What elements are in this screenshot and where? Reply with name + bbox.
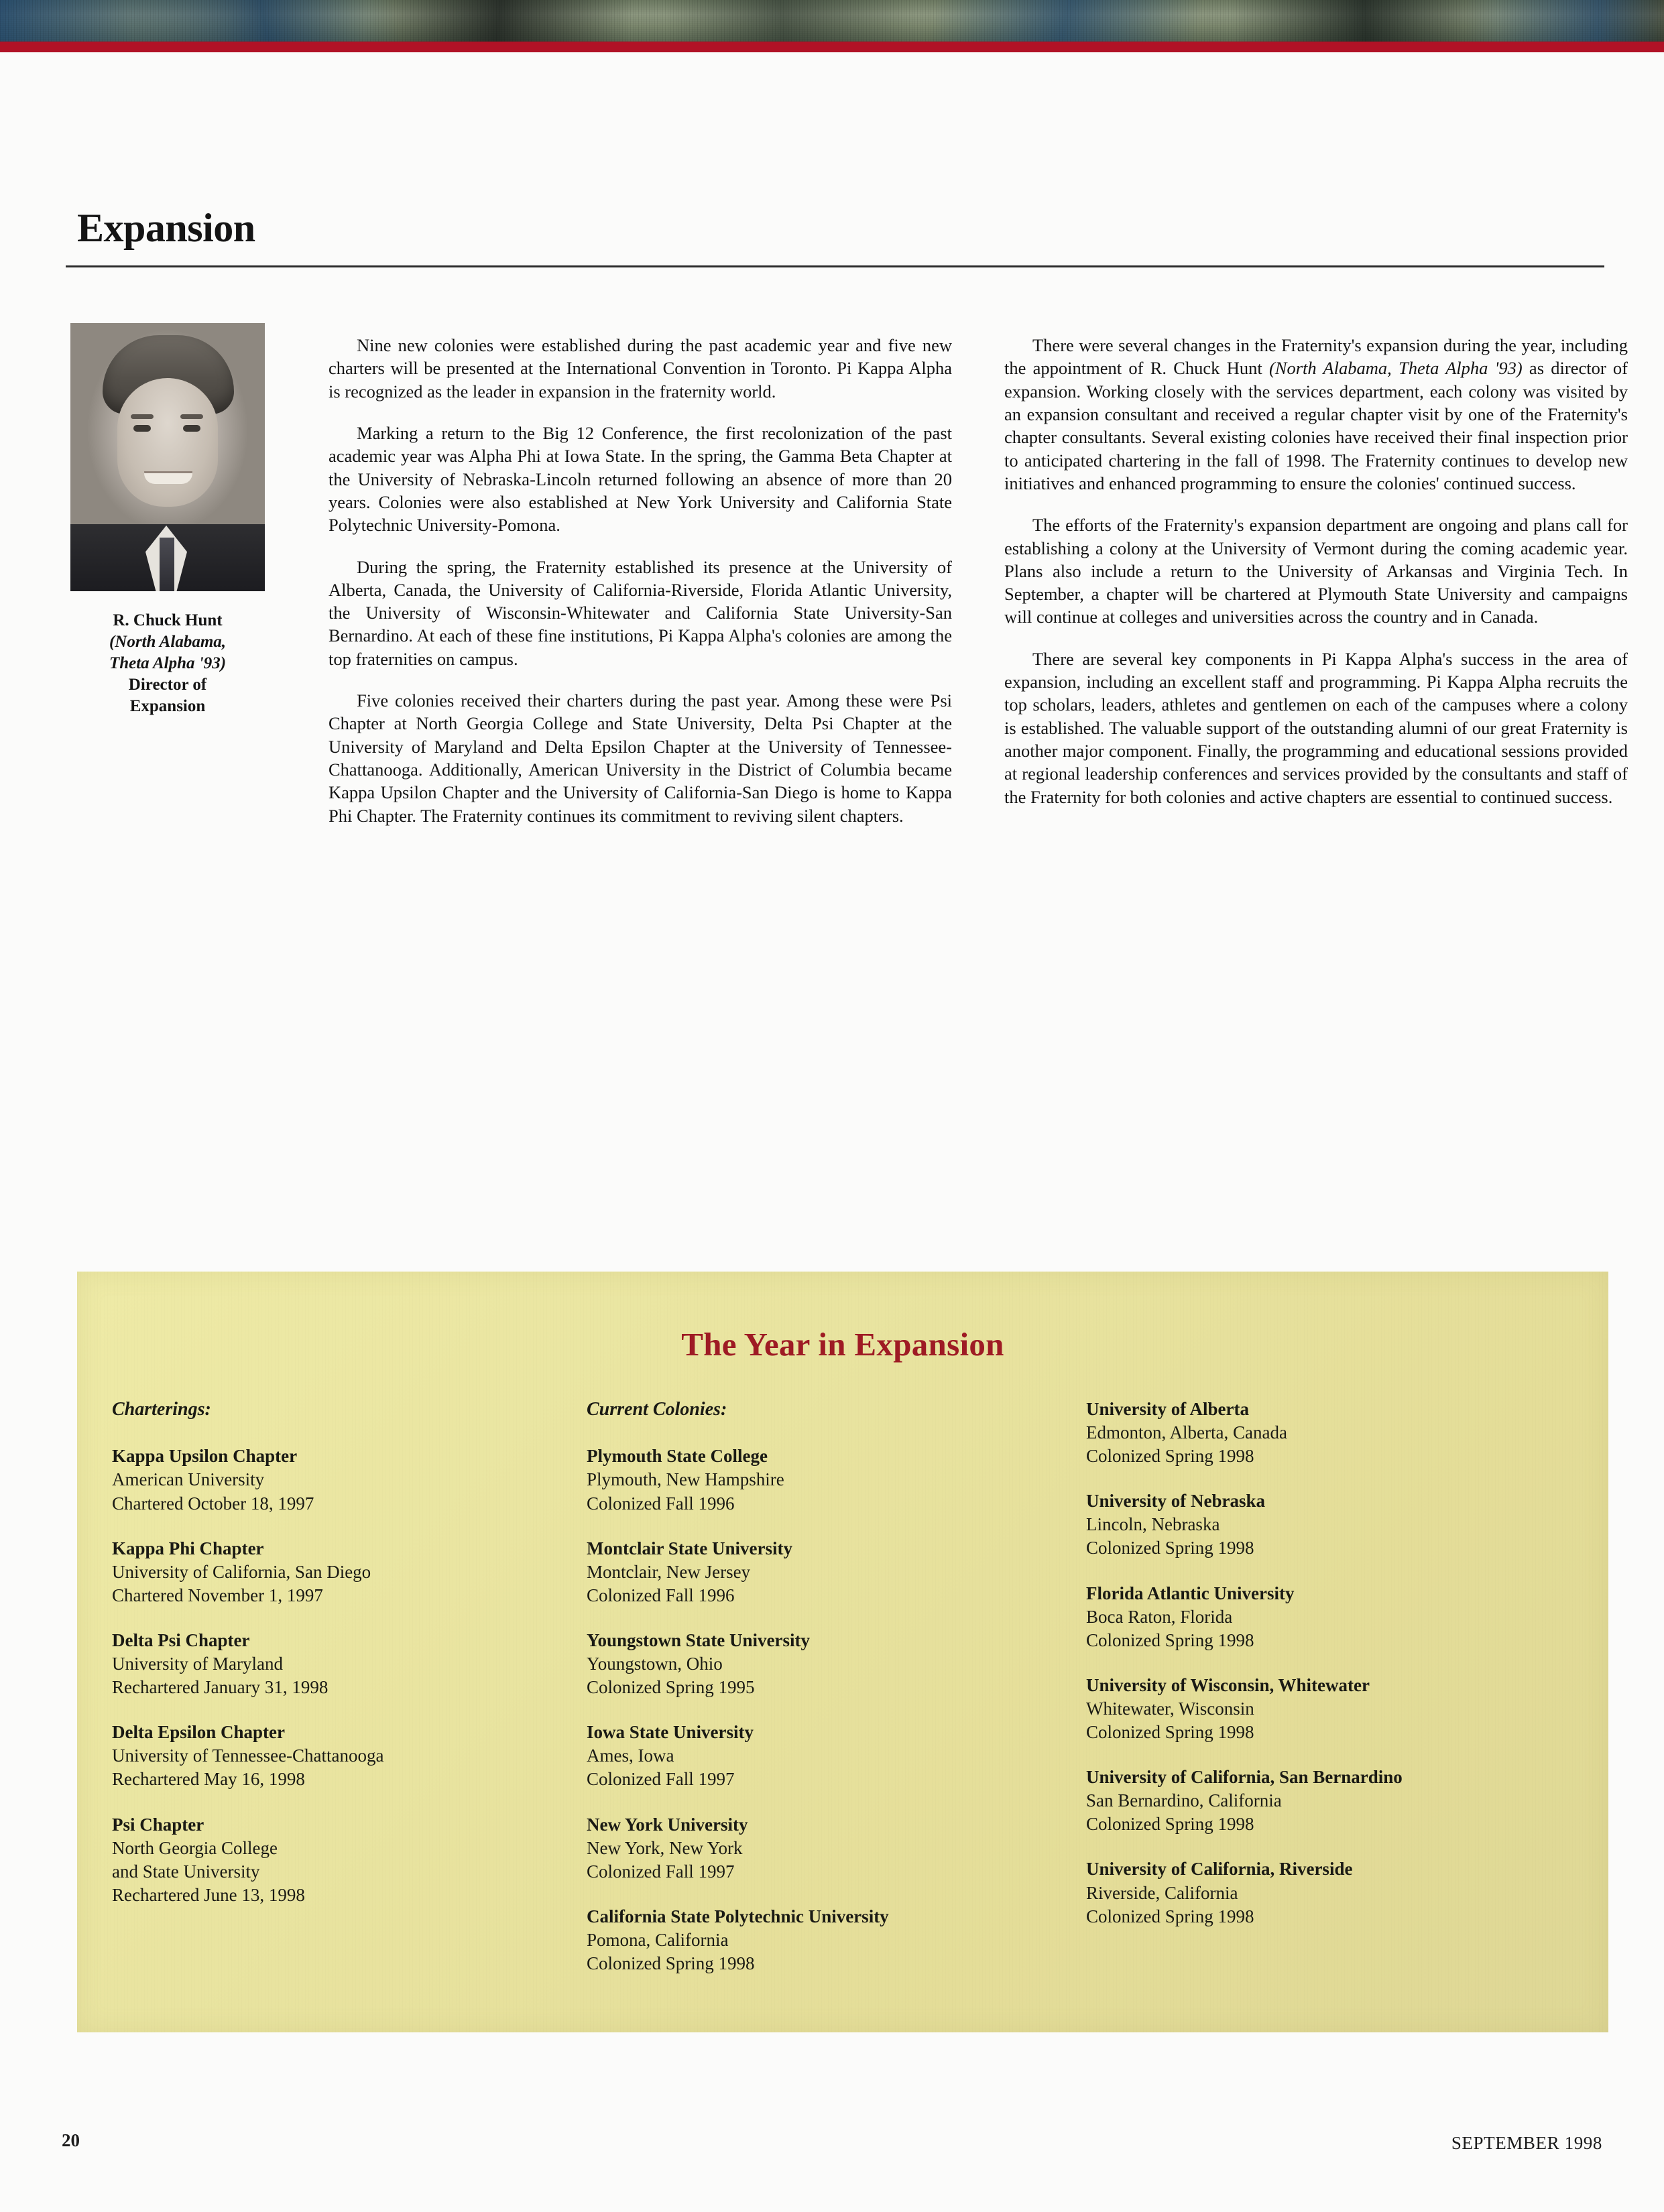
entry-line-2: Colonized Spring 1998 bbox=[587, 1953, 755, 1973]
entry-line-1: Youngstown, Ohio bbox=[587, 1654, 723, 1674]
entry-line-2: Colonized Fall 1996 bbox=[587, 1585, 735, 1605]
page-title: Expansion bbox=[77, 206, 255, 250]
portrait-mouth bbox=[144, 473, 192, 484]
list-item bbox=[587, 1813, 1049, 1884]
caption-role-line1: Director of bbox=[128, 676, 207, 694]
paragraph: Nine new colonies were established during the past academic year and five new charters will be presented at the International Convention in Toronto. Pi Kappa Alpha is recognized as the leader in expansion in the fraternity world. bbox=[329, 335, 952, 402]
caption-role-line2: Expansion bbox=[129, 697, 206, 715]
paragraph-part-italic: (North Alabama, Theta Alpha '93) bbox=[1268, 358, 1523, 379]
photo-caption bbox=[47, 610, 288, 717]
entry-line-2: Colonized Spring 1998 bbox=[1086, 1538, 1254, 1558]
paragraph bbox=[1004, 334, 1628, 495]
entry-name: New York University bbox=[587, 1814, 748, 1835]
entry-line-2: Rechartered January 31, 1998 bbox=[112, 1677, 329, 1698]
list-item bbox=[1086, 1489, 1596, 1560]
entry-line-2: Chartered October 18, 1997 bbox=[112, 1493, 314, 1514]
entry-name: University of California, Riverside bbox=[1086, 1859, 1353, 1880]
entry-name: Delta Psi Chapter bbox=[112, 1630, 250, 1650]
paragraph: There are several key components in Pi Kappa Alpha's success in the area of expansion, including an excellent staff and programming. Pi Kappa Alpha recruits the top scholars, leaders, athletes and gentlemen on each of the campuses where a colony is established. The valuable support of the outstanding alumni of our great Fraternity is another major component. Finally, the programming and educational sessions provided at regional leadership conferences and services provided by the consultants and staff of the Fraternity for both colonies and active chapters are essential to continued success. bbox=[1004, 648, 1628, 807]
entry-line-1: North Georgia College bbox=[112, 1837, 278, 1858]
portrait-eye-right bbox=[183, 425, 200, 432]
caption-affiliation-line1: (North Alabama, bbox=[109, 633, 227, 651]
entry-name: Florida Atlantic University bbox=[1086, 1583, 1295, 1603]
entry-name: Youngstown State University bbox=[587, 1630, 811, 1650]
entry-name: University of Wisconsin, Whitewater bbox=[1086, 1674, 1370, 1695]
decorative-header-banner bbox=[0, 0, 1664, 42]
paragraph: Marking a return to the Big 12 Conference, the first recolonization of the past academic year was Alpha Phi at Iowa State. In the spring, the Gamma Beta Chapter at the University of Nebraska-Lincoln returned following an absence of more than 20 years. Colonies were also established at New York University and California State Polytechnic University-Pomona. bbox=[329, 422, 952, 536]
entry-name: California State Polytechnic University bbox=[587, 1906, 889, 1926]
entry-name: Plymouth State College bbox=[587, 1446, 768, 1467]
list-item bbox=[1086, 1766, 1596, 1836]
entry-line-2: and State University bbox=[112, 1861, 260, 1882]
entry-line-1: University of California, San Diego bbox=[112, 1561, 371, 1582]
paragraph: The efforts of the Fraternity's expansion department are ongoing and plans call for establishing a colony at the University of Vermont during the coming academic year. Plans also include a return to the University of Arkansas and Virginia Tech. In September, a chapter will be chartered at Plymouth State University and campaigns will continue at colleges and universities across the country and in Canada. bbox=[1004, 515, 1628, 627]
feature-box bbox=[77, 1272, 1608, 2032]
list-item bbox=[1086, 1857, 1596, 1928]
title-divider-rule bbox=[66, 265, 1604, 267]
list-item bbox=[1086, 1674, 1596, 1744]
portrait-face bbox=[117, 378, 218, 507]
entry-name: Kappa Phi Chapter bbox=[112, 1538, 264, 1558]
entry-line-1: Ames, Iowa bbox=[587, 1745, 674, 1766]
entry-line-2: Colonized Spring 1998 bbox=[1086, 1722, 1254, 1743]
portrait-eye-left bbox=[133, 425, 151, 432]
portrait-brow-right bbox=[180, 414, 203, 419]
feature-column-colonies-continued bbox=[1086, 1398, 1596, 1928]
entry-line-1: New York, New York bbox=[587, 1837, 743, 1858]
entry-line-1: Edmonton, Alberta, Canada bbox=[1086, 1422, 1287, 1443]
list-item bbox=[587, 1629, 1049, 1699]
entry-name: University of Nebraska bbox=[1086, 1491, 1265, 1512]
entry-name: Iowa State University bbox=[587, 1722, 754, 1743]
issue-date: SEPTEMBER 1998 bbox=[1451, 2133, 1602, 2153]
list-item bbox=[587, 1445, 1049, 1515]
entry-line-2: Chartered November 1, 1997 bbox=[112, 1585, 323, 1605]
list-item bbox=[112, 1629, 554, 1699]
list-item bbox=[112, 1537, 554, 1607]
list-item bbox=[587, 1537, 1049, 1607]
list-item bbox=[1086, 1398, 1596, 1468]
list-item bbox=[112, 1445, 554, 1515]
feature-column-current-colonies bbox=[587, 1398, 1049, 1975]
entry-line-2: Colonized Spring 1998 bbox=[1086, 1446, 1254, 1467]
entry-line-2: Rechartered May 16, 1998 bbox=[112, 1769, 305, 1790]
entry-line-2: Colonized Spring 1998 bbox=[1086, 1906, 1254, 1926]
column-heading: Charterings: bbox=[112, 1399, 211, 1420]
entry-line-2: Colonized Fall 1996 bbox=[587, 1493, 735, 1514]
entry-line-2: Colonized Fall 1997 bbox=[587, 1769, 735, 1790]
list-item bbox=[1086, 1582, 1596, 1652]
portrait-brow-left bbox=[131, 414, 154, 419]
caption-name: R. Chuck Hunt bbox=[113, 611, 223, 629]
entry-name: Montclair State University bbox=[587, 1538, 792, 1558]
portrait-tie bbox=[160, 538, 174, 591]
entry-line-1: San Bernardino, California bbox=[1086, 1790, 1282, 1811]
entry-line-2: Colonized Spring 1995 bbox=[587, 1677, 755, 1698]
entry-line-1: American University bbox=[112, 1469, 265, 1490]
entry-line-1: Plymouth, New Hampshire bbox=[587, 1469, 784, 1490]
entry-line-1: Montclair, New Jersey bbox=[587, 1561, 751, 1582]
feature-box-title: The Year in Expansion bbox=[681, 1326, 1004, 1363]
entry-name: Psi Chapter bbox=[112, 1814, 204, 1835]
entry-line-1: Pomona, California bbox=[587, 1929, 729, 1950]
entry-line-1: University of Maryland bbox=[112, 1654, 283, 1674]
author-portrait-photo bbox=[70, 323, 265, 591]
entry-name: Delta Epsilon Chapter bbox=[112, 1722, 286, 1743]
entry-name: Kappa Upsilon Chapter bbox=[112, 1446, 298, 1467]
entry-line-1: Whitewater, Wisconsin bbox=[1086, 1698, 1254, 1719]
caption-affiliation-line2: Theta Alpha '93) bbox=[109, 654, 227, 672]
paragraph-part-b: as director of expansion. Working closely with the services department, each colony was visited by an expansion consultant and received a regular chapter visit by one of the Fraternity's chapter consultants. Several existing colonies have received their final inspection prior to anticipated chartering in the fall of 1998. The Fraternity continues to develop new initiatives and enhanced programming to ensure the colonies' continued success. bbox=[1004, 358, 1628, 493]
entry-line-1: Riverside, California bbox=[1086, 1882, 1238, 1903]
entry-line-1: Lincoln, Nebraska bbox=[1086, 1514, 1220, 1535]
list-item bbox=[587, 1905, 1049, 1975]
paragraph: Five colonies received their charters during the past year. Among these were Psi Chapter at North Georgia College and State University, Delta Psi Chapter at the University of Maryland and Delta Epsilon Chapter at the University of Tennessee-Chattanooga. Additionally, American University in the District of Columbia became Kappa Upsilon Chapter and the University of California-San Diego is home to Kappa Phi Chapter. The Fraternity continues its commitment to reviving silent chapters. bbox=[329, 690, 952, 826]
entry-name: University of Alberta bbox=[1086, 1399, 1249, 1419]
list-item bbox=[112, 1721, 554, 1791]
page-number: 20 bbox=[62, 2130, 80, 2150]
column-heading: Current Colonies: bbox=[587, 1399, 727, 1420]
banner-texture-overlay bbox=[0, 0, 1664, 42]
entry-name: University of California, San Bernardino bbox=[1086, 1767, 1403, 1788]
paragraph: During the spring, the Fraternity established its presence at the University of Alberta, Canada, the University of California-Riverside, Florida Atlantic University, the University of Wisconsin-Whitewater and California State University-San Bernardino. At each of these fine institutions, Pi Kappa Alpha's colonies are among the top fraternities on campus. bbox=[329, 556, 952, 669]
paragraph-part-a: There were several changes in the Fraternity's expansion during the year, including the appointment of R. Chuck Hunt bbox=[1004, 335, 1628, 379]
article-column-right bbox=[1004, 334, 1628, 808]
red-accent-bar bbox=[0, 42, 1664, 52]
entry-line-1: Boca Raton, Florida bbox=[1086, 1606, 1233, 1627]
article-column-left bbox=[329, 334, 952, 827]
list-item bbox=[587, 1721, 1049, 1791]
entry-line-2: Colonized Spring 1998 bbox=[1086, 1630, 1254, 1650]
entry-line-2: Colonized Fall 1997 bbox=[587, 1861, 735, 1882]
entry-line-3: Rechartered June 13, 1998 bbox=[112, 1884, 305, 1905]
list-item bbox=[112, 1813, 554, 1907]
entry-line-1: University of Tennessee-Chattanooga bbox=[112, 1745, 384, 1766]
feature-column-charterings bbox=[112, 1398, 554, 1907]
entry-line-2: Colonized Spring 1998 bbox=[1086, 1814, 1254, 1835]
